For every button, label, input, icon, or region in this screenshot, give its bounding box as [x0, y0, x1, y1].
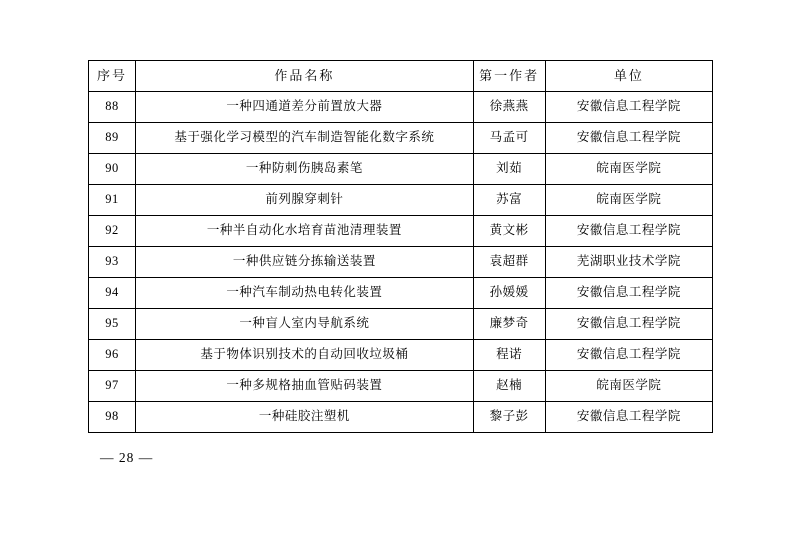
column-header-no: 序号 — [89, 61, 136, 92]
cell-title: 一种供应链分拣输送装置 — [136, 247, 474, 278]
cell-author: 马孟可 — [473, 123, 545, 154]
cell-title: 基于物体识别技术的自动回收垃圾桶 — [136, 340, 474, 371]
table-row — [89, 92, 713, 123]
table-row — [89, 185, 713, 216]
column-header-unit: 单位 — [545, 61, 712, 92]
column-header-author: 第一作者 — [473, 61, 545, 92]
cell-no: 90 — [89, 154, 136, 185]
cell-author: 赵楠 — [473, 371, 545, 402]
cell-unit: 安徽信息工程学院 — [545, 309, 712, 340]
cell-author: 廉梦奇 — [473, 309, 545, 340]
cell-author: 程诺 — [473, 340, 545, 371]
cell-author: 袁超群 — [473, 247, 545, 278]
cell-unit: 芜湖职业技术学院 — [545, 247, 712, 278]
cell-unit: 安徽信息工程学院 — [545, 123, 712, 154]
cell-unit: 安徽信息工程学院 — [545, 402, 712, 433]
cell-author: 黎子彭 — [473, 402, 545, 433]
cell-no: 88 — [89, 92, 136, 123]
cell-author: 黄文彬 — [473, 216, 545, 247]
table-row — [89, 216, 713, 247]
cell-title: 一种半自动化水培育苗池清理装置 — [136, 216, 474, 247]
cell-author: 刘茹 — [473, 154, 545, 185]
table-header-row — [89, 61, 713, 92]
table-row — [89, 123, 713, 154]
cell-title: 基于强化学习模型的汽车制造智能化数字系统 — [136, 123, 474, 154]
cell-no: 98 — [89, 402, 136, 433]
cell-no: 89 — [89, 123, 136, 154]
column-header-title: 作品名称 — [136, 61, 474, 92]
cell-unit: 安徽信息工程学院 — [545, 216, 712, 247]
cell-no: 97 — [89, 371, 136, 402]
cell-no: 96 — [89, 340, 136, 371]
cell-unit: 皖南医学院 — [545, 185, 712, 216]
page-number: — 28 — — [100, 450, 154, 465]
cell-title: 一种四通道差分前置放大器 — [136, 92, 474, 123]
table-row — [89, 247, 713, 278]
cell-no: 94 — [89, 278, 136, 309]
table-row — [89, 154, 713, 185]
cell-unit: 皖南医学院 — [545, 154, 712, 185]
cell-no: 95 — [89, 309, 136, 340]
cell-no: 93 — [89, 247, 136, 278]
cell-author: 孙媛媛 — [473, 278, 545, 309]
cell-no: 91 — [89, 185, 136, 216]
table-row — [89, 402, 713, 433]
cell-title: 前列腺穿刺针 — [136, 185, 474, 216]
table-row — [89, 309, 713, 340]
cell-title: 一种防刺伤胰岛素笔 — [136, 154, 474, 185]
cell-no: 92 — [89, 216, 136, 247]
cell-title: 一种硅胶注塑机 — [136, 402, 474, 433]
table-row — [89, 278, 713, 309]
cell-unit: 安徽信息工程学院 — [545, 340, 712, 371]
cell-author: 徐燕燕 — [473, 92, 545, 123]
table-row — [89, 340, 713, 371]
cell-unit: 安徽信息工程学院 — [545, 278, 712, 309]
award-table — [88, 60, 713, 433]
table-row — [89, 371, 713, 402]
cell-title: 一种盲人室内导航系统 — [136, 309, 474, 340]
cell-author: 苏富 — [473, 185, 545, 216]
cell-unit: 安徽信息工程学院 — [545, 92, 712, 123]
cell-title: 一种汽车制动热电转化装置 — [136, 278, 474, 309]
award-table-container — [88, 60, 713, 433]
cell-unit: 皖南医学院 — [545, 371, 712, 402]
cell-title: 一种多规格抽血管贴码装置 — [136, 371, 474, 402]
